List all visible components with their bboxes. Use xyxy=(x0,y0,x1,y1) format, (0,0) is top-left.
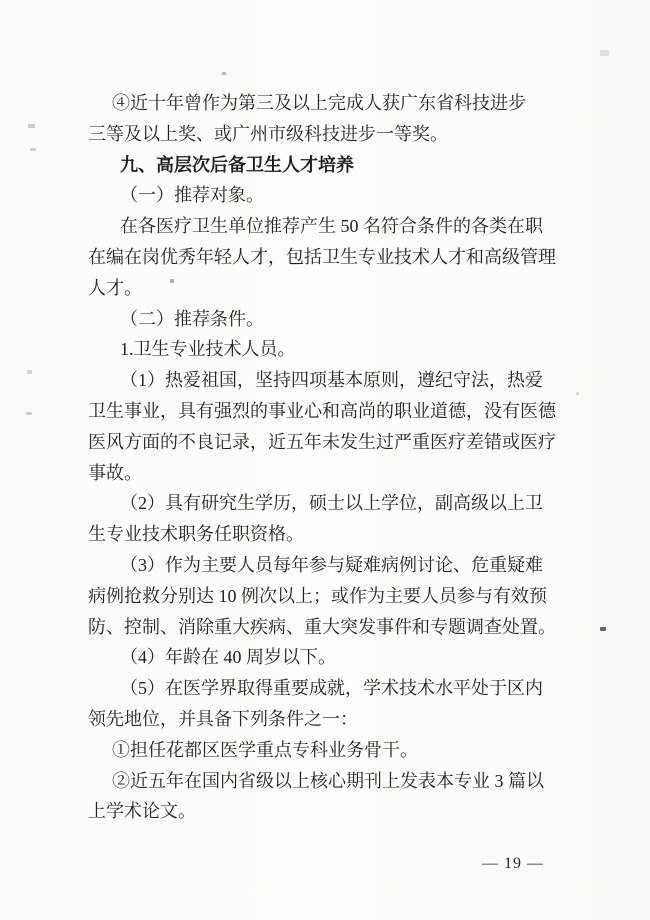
text-line: 1.卫生专业技术人员。 xyxy=(120,339,296,360)
text-line: 防、控制、消除重大疾病、重大突发事件和专题调查处置。 xyxy=(88,616,556,637)
text-line: 在各医疗卫生单位推荐产生 50 名符合条件的各类在职 xyxy=(120,216,543,237)
text-line: 在编在岗优秀年轻人才，包括卫生专业技术人才和高级管理 xyxy=(88,246,556,267)
text-line: （1）热爱祖国，坚持四项基本原则，遵纪守法，热爱 xyxy=(120,370,543,391)
scan-speck xyxy=(30,148,36,151)
scan-speck xyxy=(222,72,226,75)
text-line: （5）在医学界取得重要成就，学术技术水平处于区内 xyxy=(120,678,543,699)
text-line: （二）推荐条件。 xyxy=(120,308,264,329)
document-text-block xyxy=(88,88,568,827)
text-line: 人才。 xyxy=(88,277,142,298)
text-line: 领先地位，并具备下列条件之一： xyxy=(88,708,358,729)
scan-speck xyxy=(170,279,174,283)
text-line: ②近五年在国内省级以上核心期刊上发表本专业 3 篇以 xyxy=(112,770,544,791)
scan-speck xyxy=(27,370,32,374)
text-line: （3）作为主要人员每年参与疑难病例讨论、危重疑难 xyxy=(120,554,543,575)
text-line: ①担任花都区医学重点专科业务骨干。 xyxy=(112,739,418,760)
text-line: 医风方面的不良记录，近五年未发生过严重医疗差错或医疗 xyxy=(88,431,556,452)
scan-speck xyxy=(600,627,606,631)
text-line: 事故。 xyxy=(88,462,142,483)
scan-speck xyxy=(576,392,579,395)
scan-smudge xyxy=(600,50,609,56)
page-number: — 19 — xyxy=(482,855,544,872)
text-line: ④近十年曾作为第三及以上完成人获广东省科技进步 xyxy=(112,93,526,113)
text-line: 上学术论文。 xyxy=(88,801,196,822)
text-line: 三等及以上奖、或广州市级科技进步一等奖。 xyxy=(88,123,448,144)
text-line: 病例抢救分别达 10 例次以上；或作为主要人员参与有效预 xyxy=(88,585,547,606)
section-heading: 九、高层次后备卫生人才培养 xyxy=(120,154,354,175)
text-line: （4）年龄在 40 周岁以下。 xyxy=(120,647,336,668)
text-line: 卫生事业，具有强烈的事业心和高尚的职业道德，没有医德 xyxy=(88,400,556,421)
text-line: （一）推荐对象。 xyxy=(120,185,264,206)
scan-speck xyxy=(26,412,32,415)
text-line: （2）具有研究生学历，硕士以上学位，副高级以上卫 xyxy=(120,493,543,514)
scan-speck xyxy=(28,124,35,128)
text-line: 生专业技术职务任职资格。 xyxy=(88,524,304,545)
